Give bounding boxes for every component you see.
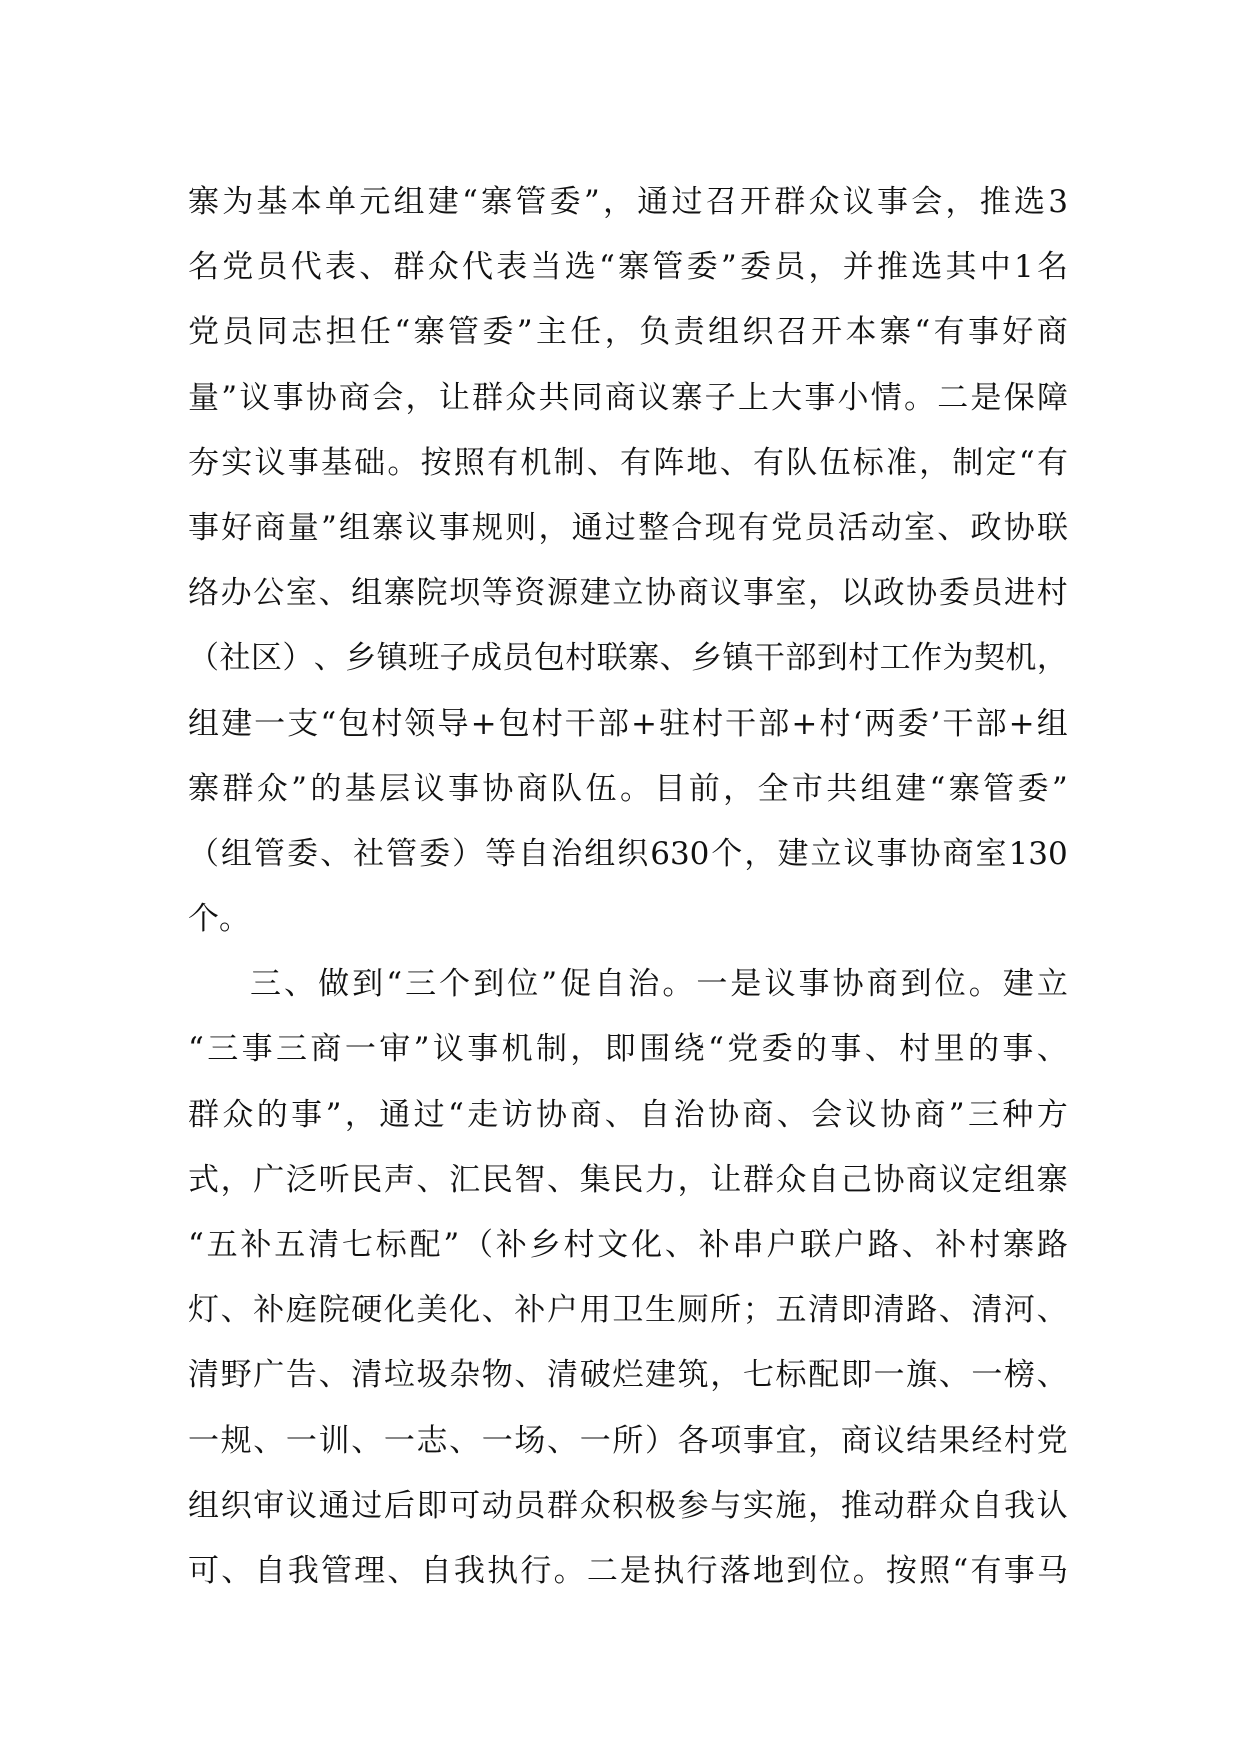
text-line: 党 员 同 志 担 任 “ 寨 管 委 ” 主 任 ， 负 责 组 织 召 开 本 寨 “ 有 事 好 商 [188,314,1068,351]
text-line: 清 野 广 告 、 清 垃 圾 杂 物 、 清 破 烂 建 筑 ， 七 标 配 即 一 旗 、 一 榜 、 [188,1357,1068,1394]
text-line: 个 。 [188,901,250,938]
text-line: 灯 、 补 庭 院 硬 化 美 化 、 补 户 用 卫 生 厕 所 ； 五 清 即 清 路 、 清 河 、 [188,1292,1068,1329]
text-line: 量 ” 议 事 协 商 会 ， 让 群 众 共 同 商 议 寨 子 上 大 事 小 情 。 二 是 保 障 [188,379,1068,416]
text-line: 络 办 公 室 、 组 寨 院 坝 等 资 源 建 立 协 商 议 事 室 ， 以 政 协 委 员 进 村 [188,575,1068,612]
text-line: 夯 实 议 事 基 础 。 按 照 有 机 制 、 有 阵 地 、 有 队 伍 标 准 ， 制 定 “ 有 [188,444,1068,481]
text-line: 式 ， 广 泛 听 民 声 、 汇 民 智 、 集 民 力 ， 让 群 众 自 己 协 商 议 定 组 寨 [188,1161,1068,1198]
text-line: 可 、 自 我 管 理 、 自 我 执 行 。 二 是 执 行 落 地 到 位 。 按 照 “ 有 事 马 [188,1552,1068,1589]
text-line: 寨 群 众 ” 的 基 层 议 事 协 商 队 伍 。 目 前 ， 全 市 共 组 建 “ 寨 管 委 ” [188,770,1068,807]
text-line: 群 众 的 事 ” ， 通 过 “ 走 访 协 商 、 自 治 协 商 、 会 议 协 商 ” 三 种 方 [188,1096,1068,1133]
text-line: 组 建 一 支 “ 包 村 领 导 + 包 村 干 部 + 驻 村 干 部 + 村 ‘ 两 委 ’ 干 部 + 组 [188,705,1068,742]
text-line: 三 、 做 到 “ 三 个 到 位 ” 促 自 治 。 一 是 议 事 协 商 到 位 。 建 立 [250,966,1068,1003]
text-line: 事 好 商 量 ” 组 寨 议 事 规 则 ， 通 过 整 合 现 有 党 员 活 动 室 、 政 协 联 [188,509,1068,546]
text-line: 一 规 、 一 训 、 一 志 、 一 场 、 一 所 ） 各 项 事 宜 ， 商 议 结 果 经 村 党 [188,1422,1068,1459]
text-line: 名 党 员 代 表 、 群 众 代 表 当 选 “ 寨 管 委 ” 委 员 ， 并 推 选 其 中 1 名 [188,249,1068,286]
text-line: “ 三 事 三 商 一 审 ” 议 事 机 制 ， 即 围 绕 “ 党 委 的 事 、 村 里 的 事 、 [188,1031,1068,1068]
text-line: （ 组 管 委 、 社 管 委 ） 等 自 治 组 织 630 个 ， 建 立 议 事 协 商 室 130 [188,835,1068,872]
text-line: “ 五 补 五 清 七 标 配 ” （ 补 乡 村 文 化 、 补 串 户 联 户 路 、 补 村 寨 路 [188,1227,1068,1263]
text-line: 寨 为 基 本 单 元 组 建 “ 寨 管 委 ” ， 通 过 召 开 群 众 议 事 会 ， 推 选 3 [188,184,1068,220]
text-line: 组 织 审 议 通 过 后 即 可 动 员 群 众 积 极 参 与 实 施 ， 推 动 群 众 自 我 认 [188,1487,1068,1524]
document-body [188,170,1068,1604]
text-line: （ 社 区 ） 、 乡 镇 班 子 成 员 包 村 联 寨 、 乡 镇 干 部 到 村 工 作 为 契 机 ， [188,640,1068,677]
